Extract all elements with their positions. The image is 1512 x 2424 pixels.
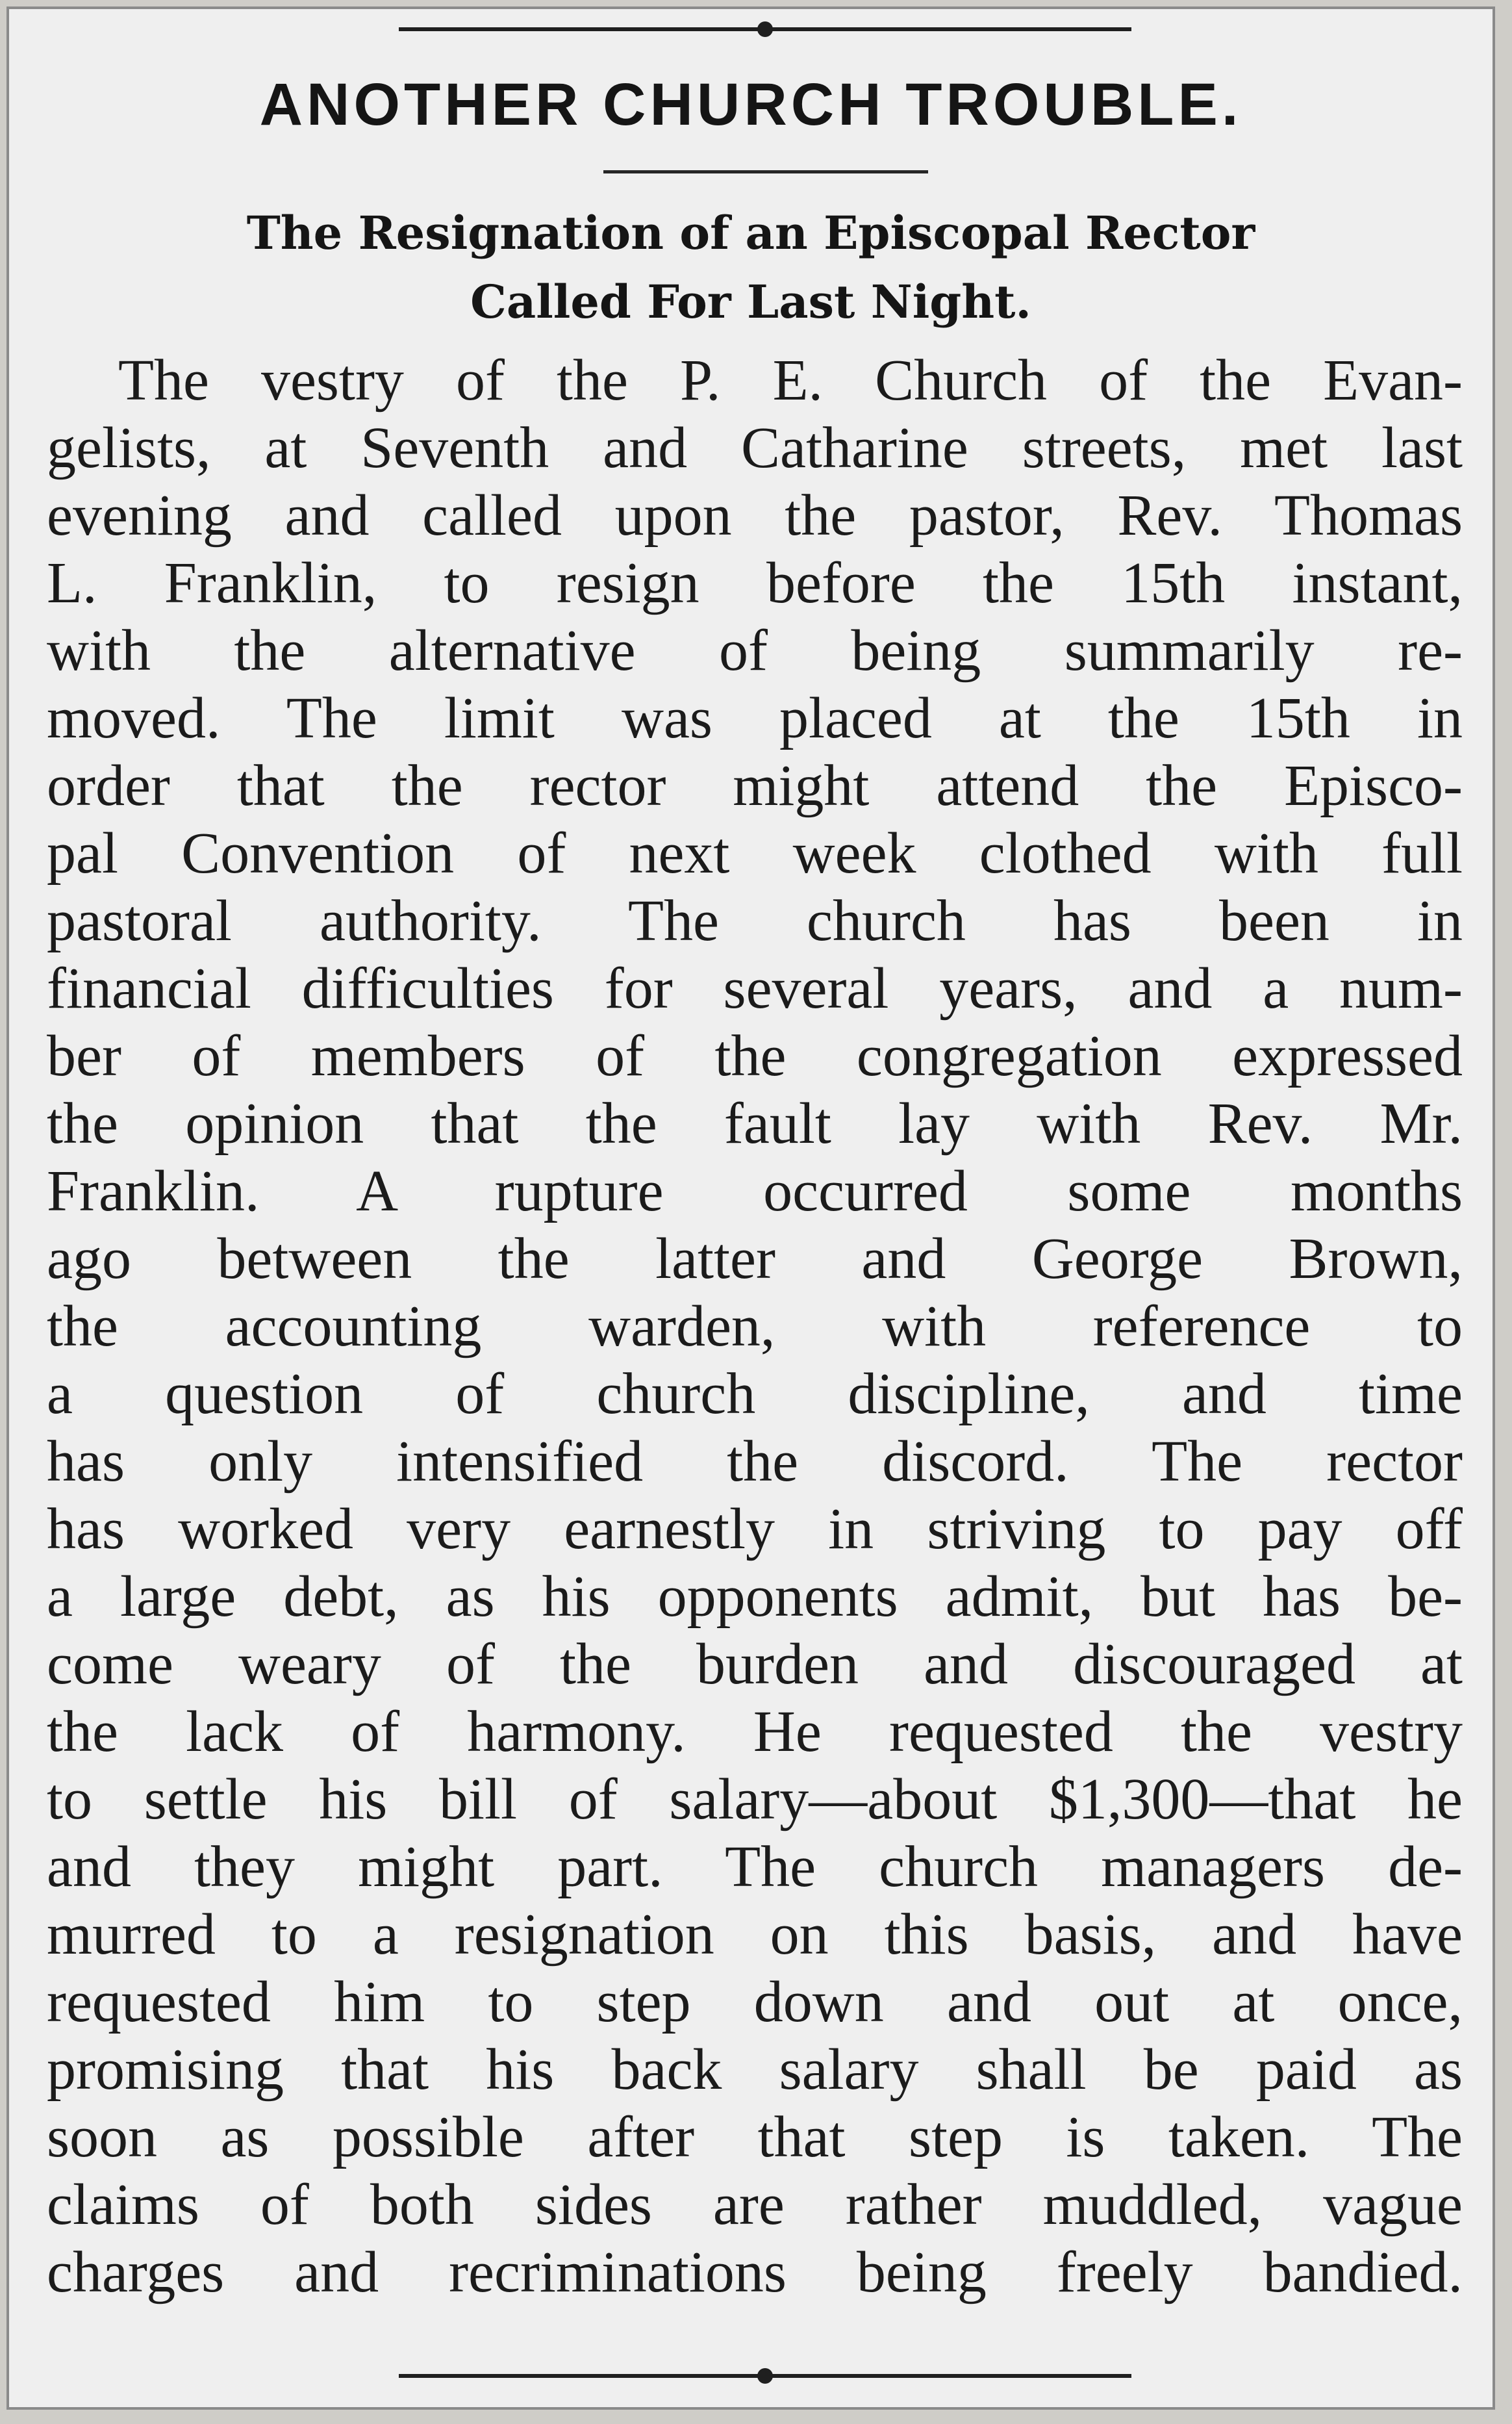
subhead-line: The Resignation of an Episcopal Rector [246,206,1255,260]
body-line: has only intensified the discord. The rector [47,1429,1463,1494]
subheadline [48,199,1454,337]
body-line: pal Convention of next week clothed with full [47,821,1463,886]
body-line: promising that his back salary shall be paid as [47,2037,1463,2102]
body-line: with the alternative of being summarily re- [47,619,1463,683]
body-line: ber of members of the congregation expressed [47,1024,1463,1088]
top-ornamental-rule [399,27,1131,31]
body-line: a question of church discipline, and time [47,1362,1463,1426]
body-line: charges and recriminations being freely bandied. [47,2240,1463,2304]
body-line: pastoral authority. The church has been in [47,889,1463,953]
body-line: financial difficulties for several years, and a num- [47,956,1463,1021]
body-line: to settle his bill of salary—about $1,300—that he [47,1767,1463,1831]
body-line: has worked very earnestly in striving to pay off [47,1497,1463,1561]
body-line: gelists, at Seventh and Catharine streets, met last [47,416,1463,480]
body-line: requested him to step down and out at once, [47,1970,1463,2034]
body-line: the accounting warden, with reference to [47,1294,1463,1359]
rule-dot [757,2368,773,2384]
body-line: Franklin. A rupture occurred some months [47,1159,1463,1223]
body-line: order that the rector might attend the Episco- [47,754,1463,818]
subhead-line: Called For Last Night. [470,275,1031,329]
body-line: claims of both sides are rather muddled, vague [47,2173,1463,2237]
body-line: the opinion that the fault lay with Rev. Mr. [47,1091,1463,1156]
body-line: and they might part. The church managers de- [47,1835,1463,1899]
rule-dot [757,21,773,37]
body-line: murred to a resignation on this basis, and have [47,1902,1463,1967]
clipping-frame [6,6,1495,2410]
body-line: moved. The limit was placed at the 15th in [47,686,1463,750]
body-line: soon as possible after that step is taken. The [47,2105,1463,2169]
body-line: ago between the latter and George Brown, [47,1227,1463,1291]
body-line: L. Franklin, to resign before the 15th instant, [47,551,1463,615]
article-body [47,347,1463,2306]
body-line: evening and called upon the pastor, Rev. Thomas [47,483,1463,548]
body-line: The vestry of the P. E. Church of the Evan- [118,348,1463,413]
body-line: the lack of harmony. He requested the vestry [47,1700,1463,1764]
body-line: come weary of the burden and discouraged at [47,1632,1463,1696]
bottom-ornamental-rule [399,2374,1131,2378]
headline-divider [603,170,928,173]
headline: ANOTHER CHURCH TROUBLE. [259,71,1242,138]
body-line: a large debt, as his opponents admit, but has be- [47,1564,1463,1629]
